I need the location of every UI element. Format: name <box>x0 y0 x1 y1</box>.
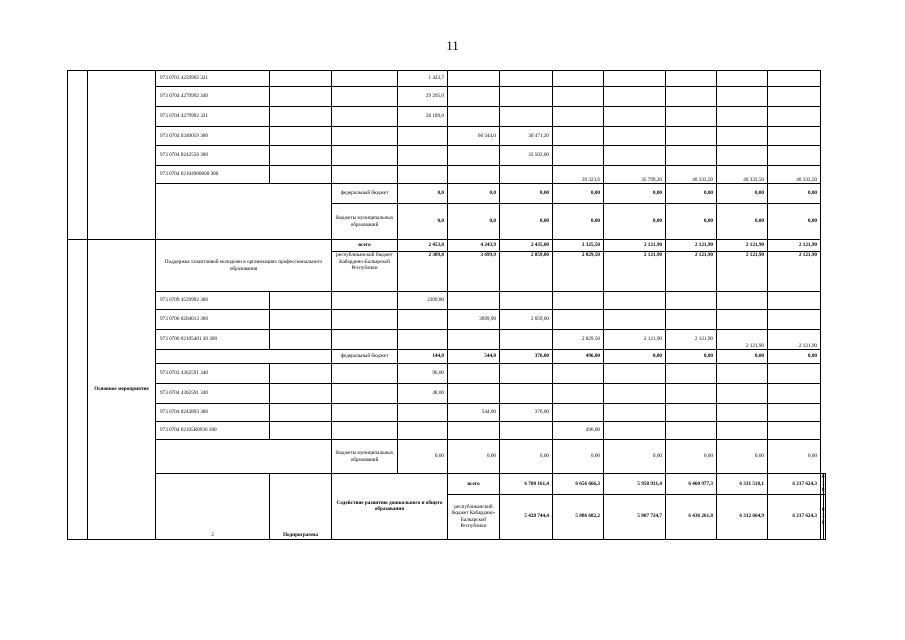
basic-event-label: Основное мероприятие <box>88 240 156 540</box>
value-cell: 3 325,50 <box>553 240 604 252</box>
value-cell <box>604 71 666 87</box>
blank-cell <box>332 71 398 87</box>
source-municipal: бюджеты муниципальных образований <box>332 440 398 474</box>
blank-cell <box>270 330 332 350</box>
value-cell <box>500 87 553 107</box>
value-cell: 0,00 <box>553 204 604 240</box>
budget-code: 973 0706 02105401 30 300 <box>156 330 270 350</box>
value-cell: 0,00 <box>553 440 604 474</box>
value-cell: 0,00 <box>717 440 768 474</box>
value-cell: 0,00 <box>553 184 604 204</box>
value-cell: 6 312 664,9 <box>717 494 768 539</box>
value-cell <box>398 330 448 350</box>
value-cell: 0,0 <box>448 204 500 240</box>
value-cell <box>448 87 500 107</box>
value-cell: 39 323,6 <box>553 166 604 184</box>
value-cell: 96,00 <box>398 364 448 384</box>
source-municipal: бюджеты муниципальных образований <box>332 204 398 240</box>
value-cell <box>666 404 717 422</box>
value-cell: 0,00 <box>448 440 500 474</box>
blank-cell <box>270 107 332 127</box>
blank-cell <box>270 422 332 440</box>
value-cell: 0,0 <box>398 184 448 204</box>
table-row <box>68 87 826 107</box>
value-cell: 0,0 <box>448 184 500 204</box>
value-cell: 0,00 <box>666 350 717 364</box>
value-cell: 0,00 <box>717 204 768 240</box>
code-cell-empty <box>156 440 332 474</box>
value-cell <box>666 310 717 330</box>
value-cell <box>717 364 768 384</box>
value-cell <box>717 146 768 166</box>
budget-code: 973 0704 4362591 340 <box>156 384 270 404</box>
value-cell <box>553 384 604 404</box>
row-number-cell <box>68 71 88 240</box>
budget-code: 973 0709 4529992 300 <box>156 292 270 310</box>
value-cell: 2 121,90 <box>717 252 768 292</box>
value-cell <box>717 71 768 87</box>
value-cell <box>823 494 826 539</box>
subprogram-label: Подпрограмма <box>270 474 332 540</box>
blank-cell <box>332 87 398 107</box>
value-cell <box>717 422 768 440</box>
value-cell: 544,00 <box>448 404 500 422</box>
blank-cell <box>332 404 398 422</box>
value-cell <box>500 364 553 384</box>
value-cell: 2 309,8 <box>398 252 448 292</box>
value-cell <box>768 127 821 146</box>
budget-table <box>67 70 826 540</box>
value-cell <box>666 127 717 146</box>
value-cell <box>604 422 666 440</box>
value-cell <box>553 404 604 422</box>
value-cell: 2309,80 <box>398 292 448 310</box>
value-cell: 0,00 <box>500 440 553 474</box>
value-cell <box>398 127 448 146</box>
table-row <box>68 440 826 474</box>
value-cell: 1 423,7 <box>398 71 448 87</box>
source-total: всего <box>332 240 398 252</box>
code-cell-empty <box>156 184 332 240</box>
table-row <box>68 330 826 350</box>
value-cell <box>717 87 768 107</box>
blank-cell <box>332 127 398 146</box>
value-cell: 0,00 <box>604 184 666 204</box>
blank-cell <box>270 71 332 87</box>
value-cell: 40 333,50 <box>717 166 768 184</box>
value-cell <box>604 127 666 146</box>
table-row <box>68 71 826 87</box>
blank-cell <box>270 166 332 184</box>
value-cell <box>398 310 448 330</box>
value-cell <box>553 107 604 127</box>
value-cell: 0,00 <box>717 350 768 364</box>
value-cell <box>448 364 500 384</box>
value-cell <box>604 384 666 404</box>
value-cell <box>604 364 666 384</box>
value-cell <box>768 71 821 87</box>
code-cell-empty <box>156 350 332 364</box>
blank-cell <box>270 364 332 384</box>
value-cell <box>448 422 500 440</box>
value-cell: 376,00 <box>500 350 553 364</box>
value-cell: 2 121,90 <box>717 330 768 350</box>
blank-cell <box>332 364 398 384</box>
value-cell: 0,00 <box>717 184 768 204</box>
value-cell <box>553 292 604 310</box>
blank-cell <box>332 107 398 127</box>
row-number-2: 2 <box>156 474 270 540</box>
value-cell: 544,0 <box>448 350 500 364</box>
budget-code: 973 0704 02105R0930 300 <box>156 422 270 440</box>
budget-code: 973 0704 02104900000 300 <box>156 166 270 184</box>
value-cell <box>500 166 553 184</box>
value-cell <box>398 404 448 422</box>
value-cell: 5 886 682,2 <box>553 494 604 539</box>
table-row <box>68 166 826 184</box>
table-row <box>68 404 826 422</box>
value-cell: 2 121,90 <box>768 252 821 292</box>
value-cell <box>666 71 717 87</box>
budget-code: 973 0704 4279992 321 <box>156 107 270 127</box>
table-row <box>68 422 826 440</box>
value-cell <box>717 292 768 310</box>
value-cell: 2 121,90 <box>604 252 666 292</box>
value-cell: 5 807 724,7 <box>604 494 666 539</box>
value-cell <box>768 107 821 127</box>
category-cell <box>88 71 156 240</box>
value-cell: 6 460 977,3 <box>666 474 717 495</box>
value-cell: 30 471,20 <box>500 127 553 146</box>
value-cell: 0,0 <box>398 204 448 240</box>
blank-cell <box>270 404 332 422</box>
title-talented-youth: Поддержка талантливой молодежи в организациях профессионального образования <box>156 240 332 292</box>
value-cell <box>553 87 604 107</box>
value-cell <box>768 384 821 404</box>
value-cell: 2 059,00 <box>500 252 553 292</box>
blank-cell <box>270 292 332 310</box>
table-row <box>68 364 826 384</box>
value-cell <box>553 310 604 330</box>
value-cell: 2 453,8 <box>398 240 448 252</box>
value-cell: 3699,90 <box>448 310 500 330</box>
value-cell: 2 121,90 <box>604 240 666 252</box>
value-cell <box>500 422 553 440</box>
value-cell: 2 121,90 <box>768 240 821 252</box>
value-cell: 35 799,20 <box>604 166 666 184</box>
table-row <box>68 310 826 330</box>
value-cell <box>448 107 500 127</box>
value-cell <box>768 292 821 310</box>
value-cell <box>666 87 717 107</box>
value-cell: 6 436 261,8 <box>666 494 717 539</box>
budget-code: 973 0703 4259992 321 <box>156 71 270 87</box>
value-cell <box>604 87 666 107</box>
value-cell: 0,00 <box>768 440 821 474</box>
value-cell: 0,00 <box>666 184 717 204</box>
value-cell: 0,00 <box>604 204 666 240</box>
value-cell <box>604 107 666 127</box>
table-row <box>68 240 826 252</box>
value-cell: 0,00 <box>500 204 553 240</box>
source-republican: республиканский бюджет Кабардино-Балкарской Республики <box>448 494 500 539</box>
value-cell: 144,0 <box>398 350 448 364</box>
budget-code: 973 0706 0204013 300 <box>156 310 270 330</box>
title-preschool-general: Содействие развитию дошкольного и общего образования <box>332 474 448 540</box>
value-cell <box>768 87 821 107</box>
value-cell: 376,00 <box>500 404 553 422</box>
source-federal: федеральный бюджет <box>332 350 398 364</box>
value-cell: 40 333,50 <box>666 166 717 184</box>
value-cell <box>717 310 768 330</box>
value-cell <box>448 384 500 404</box>
value-cell: 0,00 <box>666 204 717 240</box>
budget-code: 973 0704 0240059 300 <box>156 127 270 146</box>
blank-cell <box>270 146 332 166</box>
blank-cell <box>270 310 332 330</box>
value-cell: 2 829,50 <box>553 330 604 350</box>
value-cell: 4 243,9 <box>448 240 500 252</box>
blank-cell <box>332 292 398 310</box>
blank-cell <box>270 384 332 404</box>
value-cell <box>448 292 500 310</box>
value-cell <box>768 364 821 384</box>
value-cell <box>666 422 717 440</box>
source-total: всего <box>448 474 500 495</box>
value-cell: 60 344,0 <box>448 127 500 146</box>
value-cell: 0,00 <box>604 440 666 474</box>
value-cell: 0,00 <box>398 440 448 474</box>
value-cell: 0,00 <box>604 350 666 364</box>
table-row <box>68 127 826 146</box>
value-cell <box>717 127 768 146</box>
blank-cell <box>332 384 398 404</box>
value-cell <box>604 146 666 166</box>
value-cell: 40 333,50 <box>768 166 821 184</box>
value-cell <box>666 292 717 310</box>
value-cell <box>666 364 717 384</box>
value-cell <box>717 404 768 422</box>
value-cell: 0,00 <box>500 184 553 204</box>
value-cell: 2 121,90 <box>604 330 666 350</box>
table-row <box>68 474 826 495</box>
value-cell <box>553 71 604 87</box>
value-cell: 5 428 744,4 <box>500 494 553 539</box>
value-cell <box>717 384 768 404</box>
blank-cell <box>332 422 398 440</box>
value-cell: 6 700 161,4 <box>500 474 553 495</box>
value-cell: 496,00 <box>553 350 604 364</box>
table-row <box>68 384 826 404</box>
value-cell: 6 656 666,3 <box>553 474 604 495</box>
value-cell: 6 331 518,1 <box>717 474 768 495</box>
value-cell <box>448 166 500 184</box>
value-cell: 2 121,90 <box>717 240 768 252</box>
blank-cell <box>332 310 398 330</box>
value-cell <box>553 127 604 146</box>
value-cell: 5 958 931,4 <box>604 474 666 495</box>
value-cell: 2 121,90 <box>666 330 717 350</box>
value-cell: 2 121,90 <box>666 240 717 252</box>
value-cell: 0,00 <box>666 440 717 474</box>
table-row <box>68 184 826 204</box>
value-cell <box>500 71 553 87</box>
value-cell <box>398 166 448 184</box>
value-cell: 6 217 624,3 <box>768 474 821 495</box>
budget-code: 973 0704 0243893 300 <box>156 404 270 422</box>
value-cell <box>768 404 821 422</box>
value-cell: 496,00 <box>553 422 604 440</box>
value-cell: 28 189,0 <box>398 107 448 127</box>
table-row <box>68 350 826 364</box>
value-cell <box>604 292 666 310</box>
budget-code: 973 0703 4362591 340 <box>156 364 270 384</box>
value-cell <box>604 404 666 422</box>
table-row <box>68 146 826 166</box>
value-cell: 29 295,0 <box>398 87 448 107</box>
value-cell <box>604 310 666 330</box>
value-cell <box>666 146 717 166</box>
blank-cell <box>332 146 398 166</box>
row-number-cell <box>68 240 88 540</box>
source-republican: республиканский бюджет Кабардино-Балкарской Республики <box>332 252 398 292</box>
value-cell <box>768 422 821 440</box>
value-cell <box>717 107 768 127</box>
value-cell: 2 059,00 <box>500 310 553 330</box>
value-cell <box>553 146 604 166</box>
value-cell: 3 699,9 <box>448 252 500 292</box>
value-cell: 2 121,90 <box>666 252 717 292</box>
value-cell <box>666 384 717 404</box>
value-cell: 2 121,90 <box>768 330 821 350</box>
blank-cell <box>270 127 332 146</box>
value-cell: 0,00 <box>768 204 821 240</box>
blank-cell <box>270 87 332 107</box>
blank-cell <box>332 330 398 350</box>
value-cell <box>500 384 553 404</box>
value-cell <box>448 330 500 350</box>
value-cell <box>448 71 500 87</box>
value-cell: 2 829,50 <box>553 252 604 292</box>
value-cell: 2 435,00 <box>500 240 553 252</box>
source-federal: федеральный бюджет <box>332 184 398 204</box>
value-cell: 48,00 <box>398 384 448 404</box>
value-cell: 0,00 <box>768 184 821 204</box>
value-cell: 6 217 624,3 <box>768 494 821 539</box>
value-cell <box>666 107 717 127</box>
value-cell: 0,00 <box>768 350 821 364</box>
value-cell <box>553 364 604 384</box>
value-cell <box>398 146 448 166</box>
table-row <box>68 292 826 310</box>
page-number: 11 <box>446 38 459 53</box>
value-cell <box>823 474 826 495</box>
value-cell <box>500 330 553 350</box>
value-cell <box>398 422 448 440</box>
table-row <box>68 107 826 127</box>
value-cell: 33 503,00 <box>500 146 553 166</box>
value-cell <box>768 310 821 330</box>
value-cell <box>500 107 553 127</box>
budget-code: 973 0704 4279992 340 <box>156 87 270 107</box>
value-cell <box>500 292 553 310</box>
budget-code: 973 0704 0242556 300 <box>156 146 270 166</box>
blank-cell <box>332 166 398 184</box>
value-cell <box>768 146 821 166</box>
value-cell <box>448 146 500 166</box>
